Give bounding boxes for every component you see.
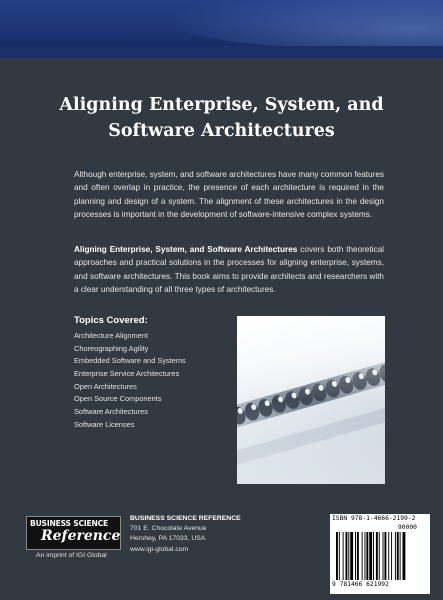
barcode-bar <box>350 532 353 580</box>
publisher-address <box>130 514 241 555</box>
header-swoosh <box>160 0 443 50</box>
barcode-bar <box>355 532 356 580</box>
imprint-text: An imprint of IGI Global <box>36 552 107 559</box>
book-title <box>40 92 403 144</box>
chain-photo-graphic <box>237 316 385 484</box>
topic-item: Software Architectures <box>74 407 148 417</box>
price-code: 90000 <box>398 524 417 531</box>
barcode-bar <box>397 532 399 580</box>
barcode-bar <box>373 532 374 580</box>
barcode-bars <box>336 532 426 580</box>
barcode-bar <box>365 532 366 580</box>
barcode-bar <box>384 532 386 580</box>
chain-photo <box>237 316 385 484</box>
barcode-bar <box>395 532 396 580</box>
book-title-inline: Aligning Enterprise, System, and Software Architectures <box>74 245 298 254</box>
topic-item: Embedded Software and Systems <box>74 356 186 366</box>
barcode-bar <box>336 532 338 580</box>
barcode-bar <box>348 532 349 580</box>
barcode-bar <box>346 532 348 580</box>
title-line-1: Aligning Enterprise, System, and <box>59 95 384 115</box>
topic-item: Open Architectures <box>74 381 137 391</box>
barcode-bar <box>362 532 363 580</box>
barcode-bar <box>343 532 344 580</box>
topic-item: Software Licenses <box>74 419 135 429</box>
barcode-bar <box>383 532 384 580</box>
barcode-bar <box>403 532 406 580</box>
topic-item: Choreographing Agility <box>74 343 149 353</box>
publisher-website: www.igi-global.com <box>130 545 189 553</box>
logo-line-2: Reference <box>41 528 121 544</box>
description-paragraph-2 <box>74 243 384 297</box>
topic-item: Enterprise Service Architectures <box>74 369 180 379</box>
isbn-barcode <box>330 514 430 594</box>
logo-line-1: BUSINESS SCIENCE <box>30 519 109 528</box>
barcode-bar <box>357 532 359 580</box>
description-paragraph-1: Although enterprise, system, and software architectures have many common features and often overlap in practice, the presence of each architecture is required in the planning and design of a system. The alignment of these architectures in the design processes is important in the development of software-intensive complex systems. <box>74 170 384 220</box>
publisher-name: BUSINESS SCIENCE REFERENCE <box>130 515 241 522</box>
paragraph-2-text: covers both theoretical approaches and practical solutions in the processes for aligning enterprise, systems, and software architectures. This book aims to provide architects and researchers with a clear understanding of all three types of architectures. <box>74 245 385 295</box>
header-band <box>0 46 443 58</box>
barcode-bar <box>369 532 372 580</box>
barcode-bar <box>366 532 368 580</box>
barcode-number: 9 781466 621992 <box>332 581 389 588</box>
publisher-logo <box>26 516 121 550</box>
barcode-bar <box>376 532 378 580</box>
barcode-bar <box>339 532 340 580</box>
barcode-bar <box>391 532 392 580</box>
topics-list <box>74 330 186 432</box>
topic-item: Architecture Alignment <box>74 331 148 340</box>
isbn-text: ISBN 978-1-4666-2199-2 <box>332 515 416 522</box>
topics-heading: Topics Covered: <box>74 315 148 326</box>
address-line-1: 701 E. Chocolate Avenue <box>130 525 207 533</box>
topic-item: Open Source Components <box>74 394 162 404</box>
barcode-bar <box>379 532 380 580</box>
header-banner <box>0 0 443 58</box>
title-line-2: Software Architectures <box>108 121 335 141</box>
barcode-bar <box>388 532 389 580</box>
address-line-2: Hershey, PA 17033, USA <box>130 535 206 543</box>
barcode-bar <box>400 532 401 580</box>
